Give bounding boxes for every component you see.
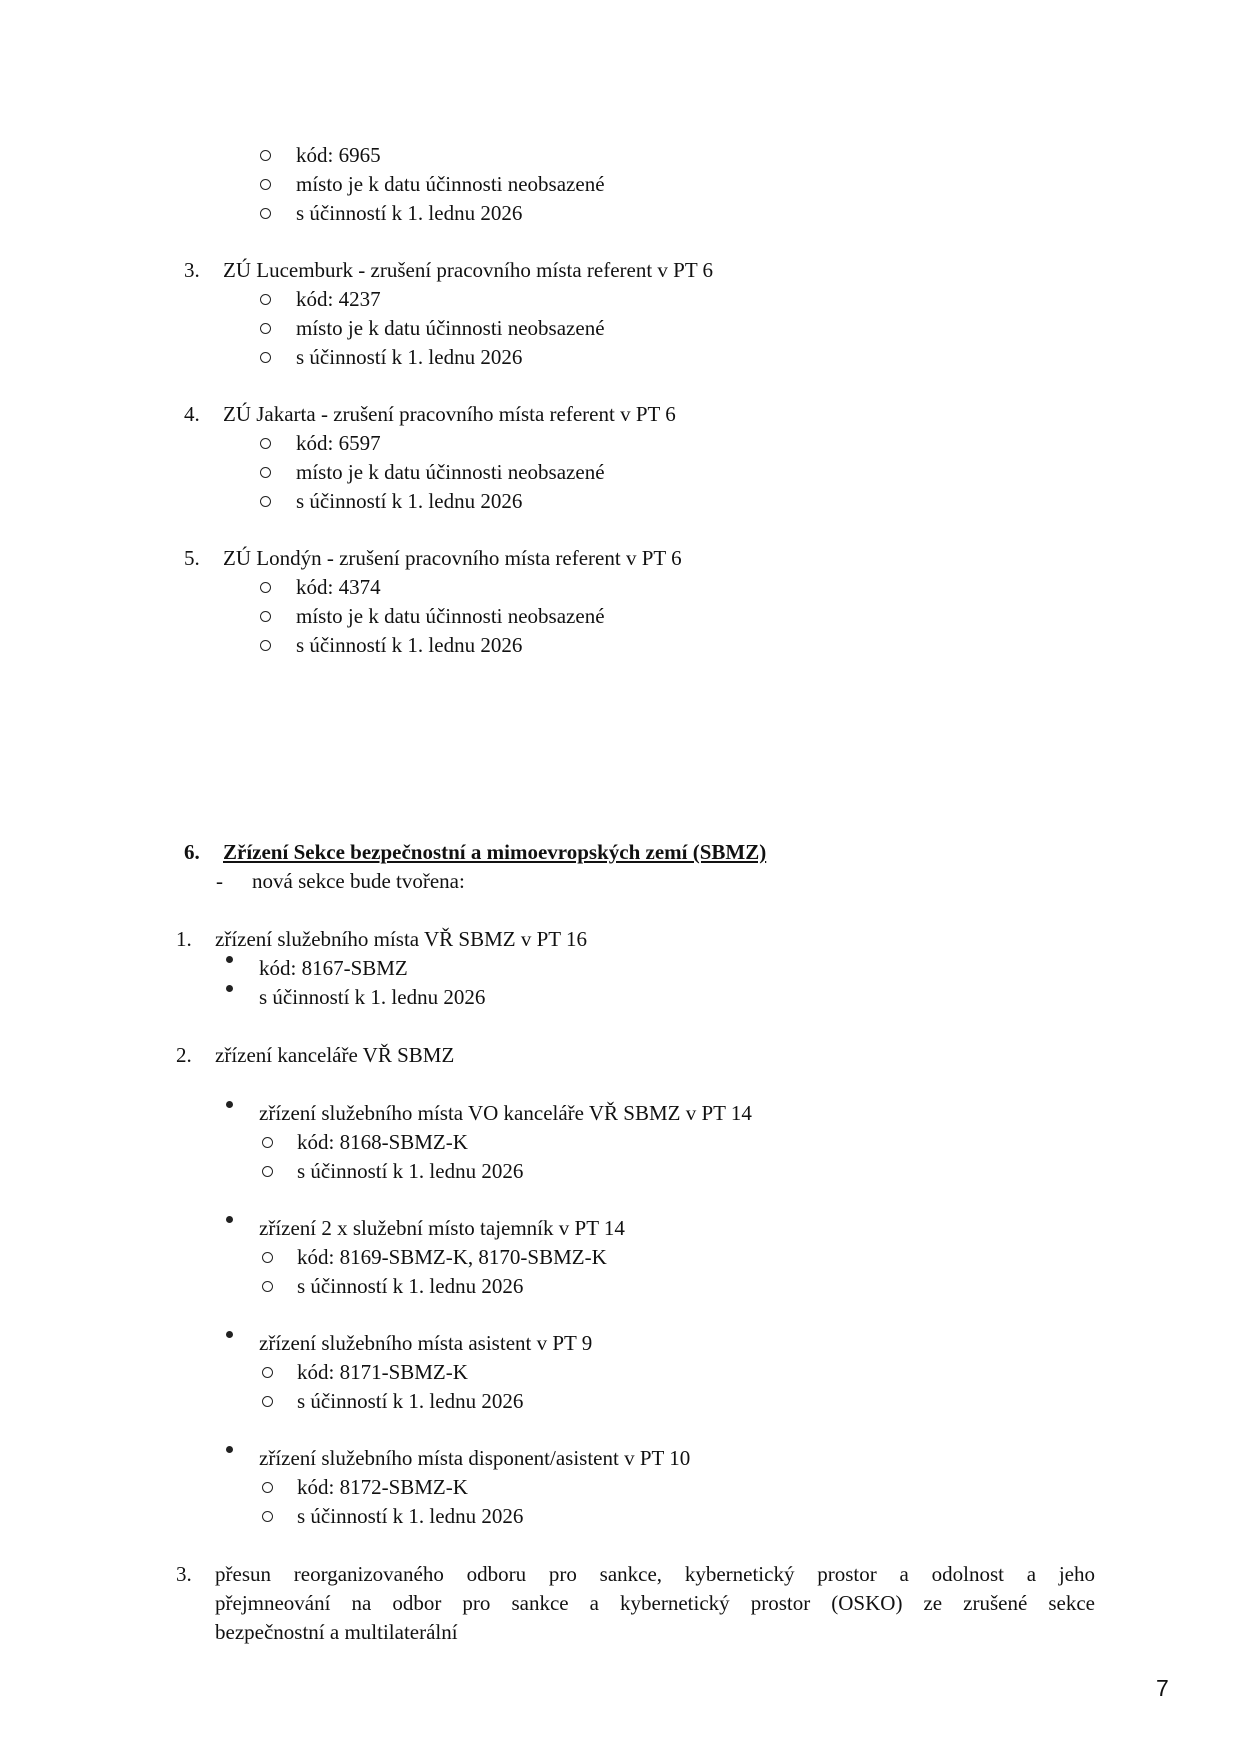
circle-bullet-icon [262, 1281, 273, 1292]
section-intro: nová sekce bude tvořena: [252, 869, 465, 893]
circle-bullet-icon [260, 438, 271, 449]
circle-bullet-icon [260, 323, 271, 334]
bullet-dot-icon [226, 956, 233, 963]
circle-bullet-icon [260, 294, 271, 305]
group-title: zřízení 2 x služební místo tajemník v PT 14 [259, 1216, 625, 1240]
circle-bullet-icon [260, 467, 271, 478]
circle-bullet-icon [262, 1252, 273, 1263]
item-number: 3. [184, 258, 200, 282]
list-item: kód: 4237 [296, 287, 381, 311]
list-item: místo je k datu účinnosti neobsazené [296, 172, 605, 196]
bullet-dot-icon [226, 1331, 233, 1338]
list-item: s účinností k 1. lednu 2026 [297, 1504, 524, 1528]
list-item: kód: 6597 [296, 431, 381, 455]
item-number: 2. [176, 1043, 192, 1067]
list-item: kód: 8169-SBMZ-K, 8170-SBMZ-K [297, 1245, 607, 1269]
paragraph-line: přesun reorganizovaného odboru pro sankce, kybernetický prostor a odolnost a jeho [215, 1562, 1095, 1586]
list-item: s účinností k 1. lednu 2026 [296, 345, 523, 369]
bullet-dot-icon [226, 1101, 233, 1108]
list-item: místo je k datu účinnosti neobsazené [296, 316, 605, 340]
list-item: kód: 8167-SBMZ [259, 956, 408, 980]
circle-bullet-icon [260, 150, 271, 161]
circle-bullet-icon [260, 582, 271, 593]
group-title: zřízení služebního místa asistent v PT 9 [259, 1331, 593, 1355]
item-title: zřízení služebního místa VŘ SBMZ v PT 16 [215, 927, 587, 951]
item-number: 1. [176, 927, 192, 951]
page-number: 7 [1156, 1675, 1169, 1701]
circle-bullet-icon [262, 1166, 273, 1177]
item-title: zřízení kanceláře VŘ SBMZ [215, 1043, 455, 1067]
list-item: kód: 8168-SBMZ-K [297, 1130, 468, 1154]
circle-bullet-icon [262, 1396, 273, 1407]
list-item: kód: 6965 [296, 143, 381, 167]
item-number: 3. [176, 1562, 192, 1586]
circle-bullet-icon [262, 1137, 273, 1148]
list-item: kód: 8172-SBMZ-K [297, 1475, 468, 1499]
list-item: místo je k datu účinnosti neobsazené [296, 460, 605, 484]
list-item: s účinností k 1. lednu 2026 [296, 489, 523, 513]
circle-bullet-icon [262, 1482, 273, 1493]
section-heading: Zřízení Sekce bezpečnostní a mimoevropských zemí (SBMZ) [223, 840, 767, 864]
list-item: kód: 4374 [296, 575, 381, 599]
list-item: s účinností k 1. lednu 2026 [296, 201, 523, 225]
list-item: s účinností k 1. lednu 2026 [297, 1159, 524, 1183]
list-item: s účinností k 1. lednu 2026 [297, 1389, 524, 1413]
circle-bullet-icon [262, 1511, 273, 1522]
item-title: ZÚ Lucemburk - zrušení pracovního místa referent v PT 6 [223, 258, 714, 282]
group-title: zřízení služebního místa disponent/asistent v PT 10 [259, 1446, 691, 1470]
bullet-dot-icon [226, 985, 233, 992]
bullet-dot-icon [226, 1216, 233, 1223]
item-title: ZÚ Londýn - zrušení pracovního místa referent v PT 6 [223, 546, 682, 570]
circle-bullet-icon [260, 352, 271, 363]
circle-bullet-icon [260, 611, 271, 622]
item-number: 4. [184, 402, 200, 426]
circle-bullet-icon [262, 1367, 273, 1378]
section-number: 6. [184, 840, 200, 864]
list-item: kód: 8171-SBMZ-K [297, 1360, 468, 1384]
group-title: zřízení služebního místa VO kanceláře VŘ SBMZ v PT 14 [259, 1101, 752, 1125]
list-item: s účinností k 1. lednu 2026 [296, 633, 523, 657]
item-title: ZÚ Jakarta - zrušení pracovního místa referent v PT 6 [223, 402, 676, 426]
paragraph-line: bezpečnostní a multilaterální [215, 1620, 458, 1644]
item-number: 5. [184, 546, 200, 570]
circle-bullet-icon [260, 208, 271, 219]
circle-bullet-icon [260, 640, 271, 651]
paragraph-line: přejmneování na odbor pro sankce a kybernetický prostor (OSKO) ze zrušené sekce [215, 1591, 1095, 1615]
list-item: místo je k datu účinnosti neobsazené [296, 604, 605, 628]
list-item: s účinností k 1. lednu 2026 [297, 1274, 524, 1298]
bullet-dot-icon [226, 1446, 233, 1453]
list-item: s účinností k 1. lednu 2026 [259, 985, 486, 1009]
circle-bullet-icon [260, 496, 271, 507]
dash-bullet: - [216, 869, 223, 893]
circle-bullet-icon [260, 179, 271, 190]
